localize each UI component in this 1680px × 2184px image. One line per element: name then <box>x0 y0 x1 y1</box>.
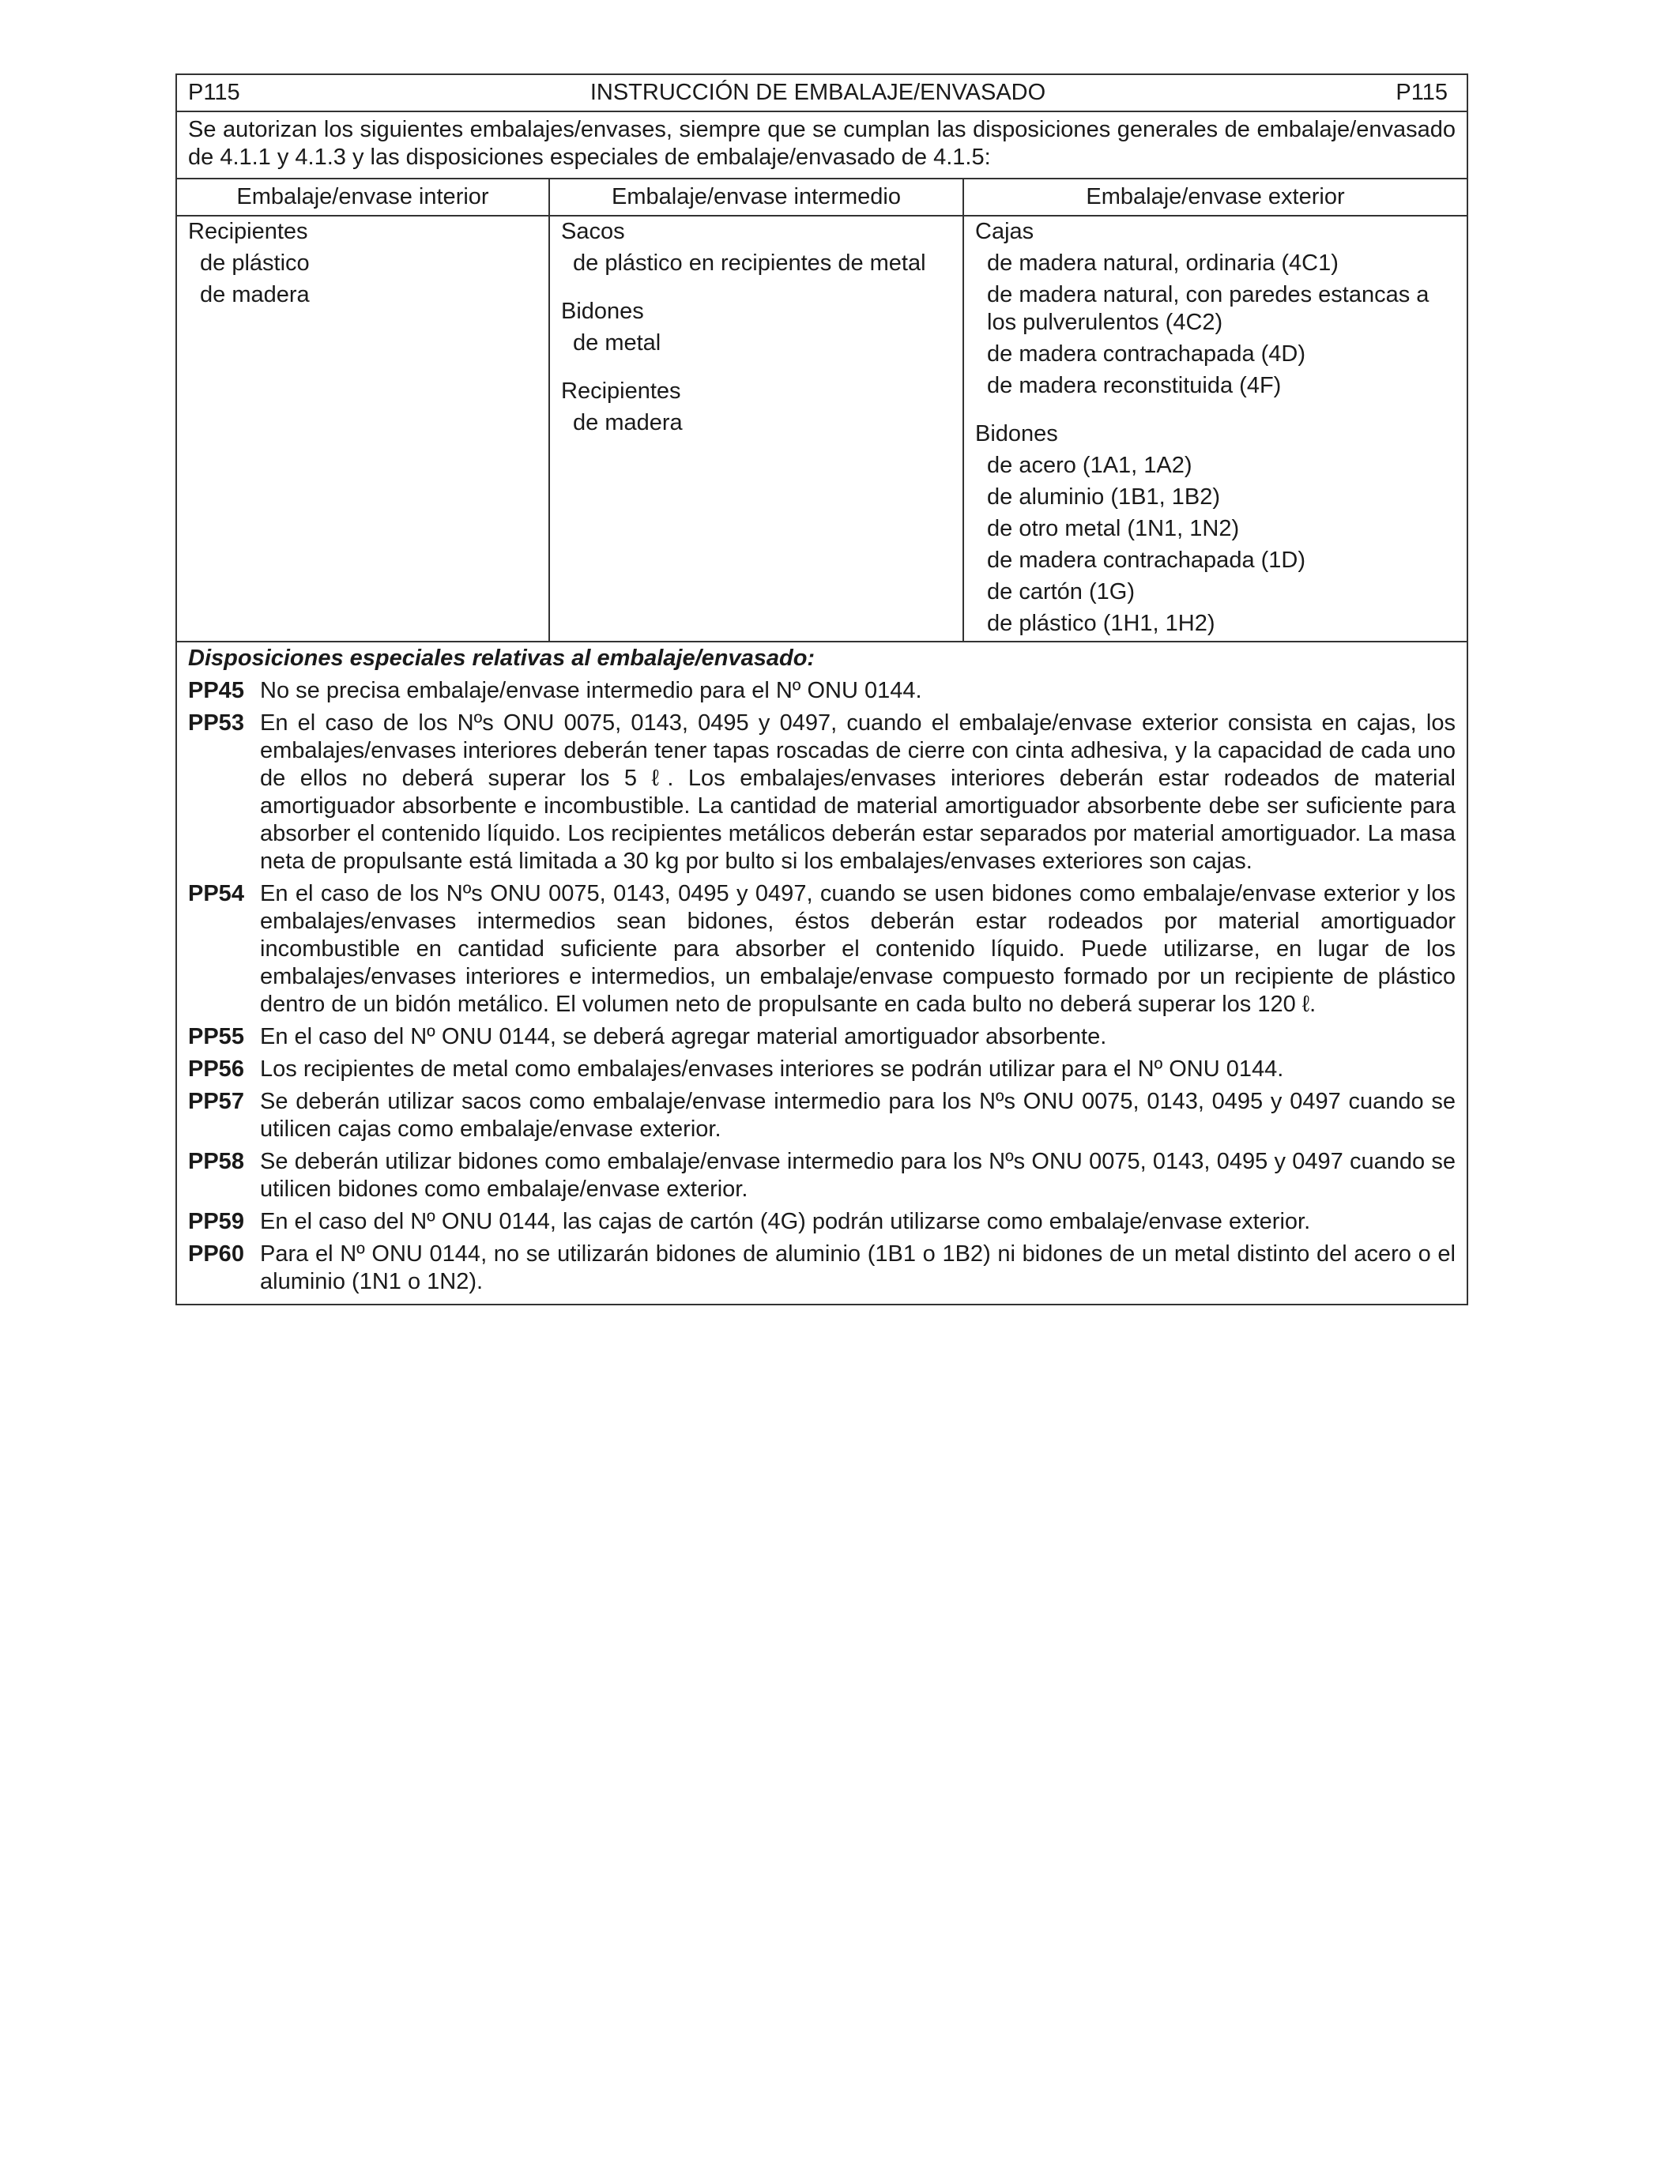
group-title: Recipientes <box>188 219 308 244</box>
table-header-row <box>177 75 1467 112</box>
provision-text: Se deberán utilizar bidones como embalaje/envase intermedio para los Nºs ONU 0075, 0143, 0495 y 0497 cuando se utilicen bidones como embalaje/envase exterior. <box>260 1149 1456 1202</box>
inner-packaging-column <box>177 217 548 641</box>
group-title: Bidones <box>975 421 1058 446</box>
intermediate-packaging-column <box>548 217 962 641</box>
provision-text: En el caso de los Nºs ONU 0075, 0143, 0495 y 0497, cuando se usen bidones como embalaje/envase exterior y los embalajes/envases intermedios sean bidones, éstos deberán estar rodeados por material amortiguador incombustible en cantidad suficiente para absorber el contenido líquido. Puede utilizarse, en lugar de los embalajes/envases interiores e intermedios, un embalaje/envase compuesto formado por un recipiente de plástico dentro de un bidón metálico. El volumen neto de propulsante en cada bulto no deberá superar los 120 ℓ. <box>260 881 1456 1017</box>
provision-code: PP59 <box>188 1209 244 1234</box>
packaging-group <box>561 378 953 437</box>
instruction-code-right: P115 <box>1396 80 1448 105</box>
provision-item <box>188 1208 1456 1236</box>
special-provisions-title: Disposiciones especiales relativas al embalaje/envasado: <box>188 646 816 671</box>
provision-text: Se deberán utilizar sacos como embalaje/envase intermedio para los Nºs ONU 0075, 0143, 0495 y 0497 cuando se utilicen cajas como embalaje/envase exterior. <box>260 1089 1456 1142</box>
provision-code: PP53 <box>188 710 244 736</box>
list-item: de aluminio (1B1, 1B2) <box>987 484 1220 510</box>
provision-code: PP56 <box>188 1056 244 1082</box>
special-provisions <box>177 642 1467 1304</box>
instruction-code-left: P115 <box>188 80 240 105</box>
provision-item <box>188 710 1456 875</box>
packaging-group <box>561 298 953 357</box>
provision-text: En el caso de los Nºs ONU 0075, 0143, 0495 y 0497, cuando el embalaje/envase exterior consista en cajas, los embalajes/envases interiores deberán tener tapas roscadas de cierre con cinta adhesiva, y la capacidad de cada uno de ellos no deberá superar los 5 ℓ. Los embalajes/envases interiores deberán estar rodeados de material amortiguador absorbente e incombustible. La cantidad de material amortiguador absorbente debe ser suficiente para absorber el contenido líquido. Los recipientes metálicos deberán estar separados por material amortiguador. La masa neta de propulsante está limitada a 30 kg por bulto si los embalajes/envases exteriores son cajas. <box>260 710 1456 874</box>
list-item: de cartón (1G) <box>987 579 1135 604</box>
provision-code: PP55 <box>188 1024 244 1049</box>
provision-item <box>188 1056 1456 1083</box>
column-header-outer: Embalaje/envase exterior <box>962 179 1467 215</box>
provision-item <box>188 677 1456 705</box>
intro-paragraph: Se autorizan los siguientes embalajes/envases, siempre que se cumplan las disposiciones generales de embalaje/envasado de 4.1.1 y 4.1.3 y las disposiciones especiales de embalaje/envasado de 4.1.5: <box>177 112 1467 179</box>
list-item: de madera reconstituida (4F) <box>987 373 1282 398</box>
packaging-columns <box>177 217 1467 642</box>
list-item: de madera contrachapada (1D) <box>987 548 1306 573</box>
provision-item <box>188 1241 1456 1296</box>
provision-code: PP57 <box>188 1089 244 1114</box>
list-item: de madera <box>200 282 310 307</box>
list-item: de madera natural, con paredes estancas a los pulverulentos (4C2) <box>987 282 1430 335</box>
group-title: Cajas <box>975 219 1034 244</box>
list-item: de plástico (1H1, 1H2) <box>987 611 1215 636</box>
group-title: Recipientes <box>561 378 681 404</box>
provision-text: En el caso del Nº ONU 0144, se deberá agregar material amortiguador absorbente. <box>260 1024 1107 1049</box>
list-item: de plástico en recipientes de metal <box>573 250 926 276</box>
group-title: Sacos <box>561 219 625 244</box>
instruction-title: INSTRUCCIÓN DE EMBALAJE/ENVASADO <box>590 80 1046 105</box>
list-item: de madera contrachapada (4D) <box>987 341 1306 367</box>
provision-item <box>188 1023 1456 1051</box>
provision-code: PP54 <box>188 881 244 906</box>
list-item: de plástico <box>200 250 310 276</box>
group-title: Bidones <box>561 299 644 324</box>
column-header-inner: Embalaje/envase interior <box>236 184 489 209</box>
list-item: de otro metal (1N1, 1N2) <box>987 516 1240 541</box>
provision-text: En el caso del Nº ONU 0144, las cajas de cartón (4G) podrán utilizarse como embalaje/envase exterior. <box>260 1209 1311 1234</box>
provision-item <box>188 1088 1456 1143</box>
packaging-group <box>188 218 539 309</box>
list-item: de acero (1A1, 1A2) <box>987 453 1192 478</box>
packaging-group <box>975 218 1457 400</box>
provision-text: No se precisa embalaje/envase intermedio para el Nº ONU 0144. <box>260 678 922 703</box>
outer-packaging-column <box>962 217 1467 641</box>
packaging-group <box>975 420 1457 638</box>
provision-code: PP58 <box>188 1149 244 1174</box>
provision-item <box>188 880 1456 1019</box>
list-item: de madera natural, ordinaria (4C1) <box>987 250 1339 276</box>
list-item: de metal <box>573 330 661 356</box>
column-headers <box>177 179 1467 217</box>
list-item: de madera <box>573 410 683 435</box>
packaging-group <box>561 218 953 277</box>
provision-code: PP60 <box>188 1241 244 1267</box>
provision-text: Los recipientes de metal como embalajes/envases interiores se podrán utilizar para el Nº ONU 0144. <box>260 1056 1284 1082</box>
provision-code: PP45 <box>188 678 244 703</box>
provision-item <box>188 1148 1456 1203</box>
provision-text: Para el Nº ONU 0144, no se utilizarán bidones de aluminio (1B1 o 1B2) ni bidones de un metal distinto del acero o el aluminio (1N1 o 1N2). <box>260 1241 1456 1294</box>
packing-instruction-table <box>175 73 1468 1305</box>
column-header-intermediate: Embalaje/envase intermedio <box>548 179 962 215</box>
